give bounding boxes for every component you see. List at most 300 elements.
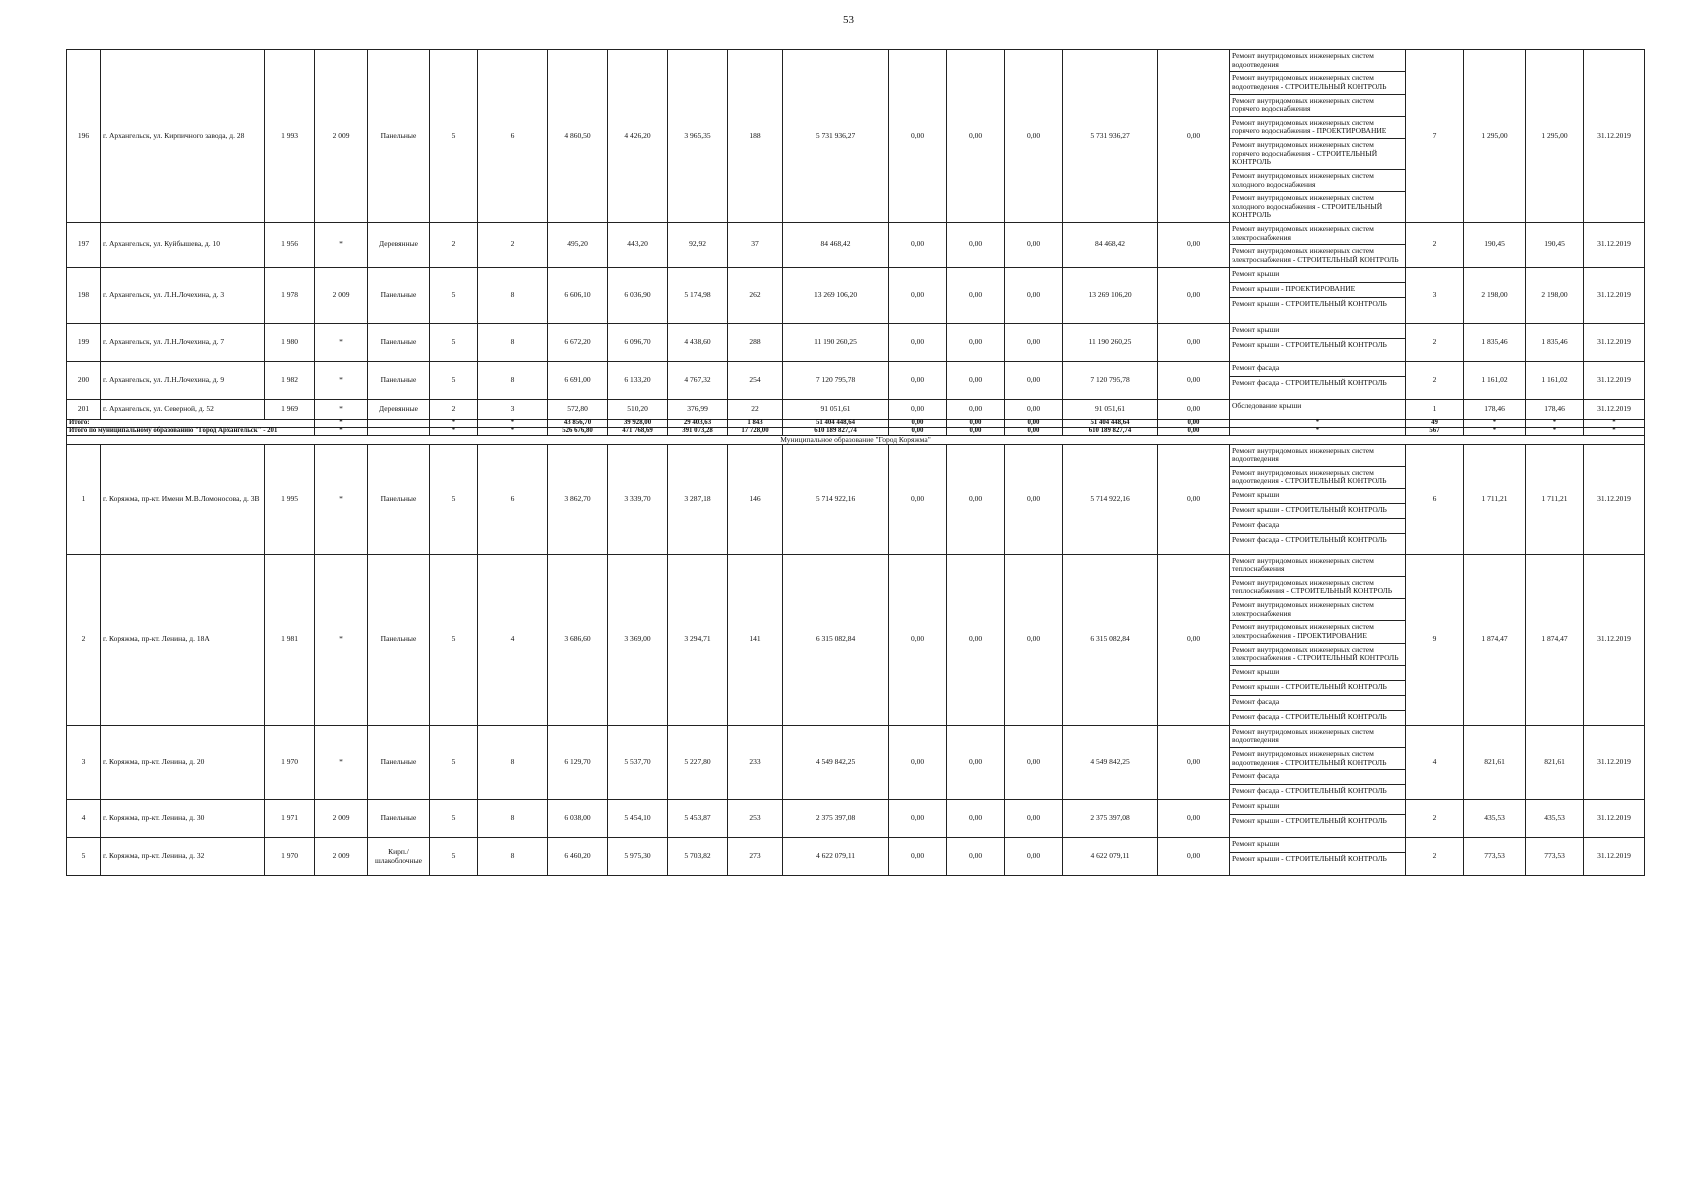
limit-cost-cell: 1 161,02: [1526, 361, 1584, 399]
budget-subject-cell: 0,00: [947, 267, 1005, 323]
budget-subject-cell: 0,00: [947, 50, 1005, 223]
house-row: [67, 399, 1645, 419]
area-premises-cell: 5 454,10: [608, 800, 668, 838]
work-item: Ремонт фасада: [1230, 770, 1405, 785]
area-total-cell: 6 129,70: [548, 725, 608, 800]
work-item: Ремонт фасада: [1230, 362, 1405, 377]
row-number: 1: [67, 444, 101, 554]
work-item: Ремонт крыши: [1230, 800, 1405, 815]
house-row: [67, 554, 1645, 725]
deadline-cell: 31.12.2019: [1584, 838, 1645, 876]
limit-cost-cell: 435,53: [1526, 800, 1584, 838]
entrances-cell: 8: [478, 267, 548, 323]
cost-total-cell: 5 714 922,16: [783, 444, 889, 554]
total-residents-cell: 17 728,00: [728, 427, 783, 435]
works-count-cell: 2: [1406, 223, 1464, 268]
work-item: Ремонт внутридомовых инженерных систем водоотведения: [1230, 50, 1405, 72]
works-list-cell: [1230, 444, 1406, 554]
unit-cost-cell: 435,53: [1464, 800, 1526, 838]
total-area-total-cell: 526 676,80: [548, 427, 608, 435]
total-other-funds-cell: 0,00: [1158, 419, 1230, 427]
year-repair-cell: *: [315, 223, 368, 268]
floors-cell: 5: [430, 554, 478, 725]
total-owners-funds-cell: 51 404 448,64: [1063, 419, 1158, 427]
wall-material-cell: Панельные: [368, 554, 430, 725]
area-living-cell: 3 294,71: [668, 554, 728, 725]
work-item: Ремонт крыши - ПРОЕКТИРОВАНИЕ: [1230, 283, 1405, 298]
total-limit-cost-cell: *: [1526, 427, 1584, 435]
year-built-cell: 1 982: [265, 361, 315, 399]
entrances-cell: 3: [478, 399, 548, 419]
unit-cost-cell: 190,45: [1464, 223, 1526, 268]
entrances-cell: 8: [478, 323, 548, 361]
work-item: Ремонт фасада - СТРОИТЕЛЬНЫЙ КОНТРОЛЬ: [1232, 535, 1387, 544]
work-item: Ремонт крыши - СТРОИТЕЛЬНЫЙ КОНТРОЛЬ: [1232, 854, 1387, 864]
other-funds-cell: 0,00: [1158, 361, 1230, 399]
fund-support-cell: 0,00: [889, 361, 947, 399]
deadline-cell: 31.12.2019: [1584, 361, 1645, 399]
floors-cell: 5: [430, 838, 478, 876]
work-item: Ремонт крыши: [1230, 268, 1405, 283]
cost-total-cell: 7 120 795,78: [783, 361, 889, 399]
total-works-cell: *: [1230, 419, 1406, 427]
work-item: Ремонт крыши - СТРОИТЕЛЬНЫЙ КОНТРОЛЬ: [1232, 298, 1387, 308]
works-count-cell: 6: [1406, 444, 1464, 554]
total-area-total-cell: 43 856,70: [548, 419, 608, 427]
limit-cost-cell: 821,61: [1526, 725, 1584, 800]
total-blank-cell: [368, 427, 430, 435]
total-floors-cell: *: [430, 419, 478, 427]
year-repair-cell: *: [315, 323, 368, 361]
owners-funds-cell: 4 549 842,25: [1063, 725, 1158, 800]
owners-funds-cell: 4 622 079,11: [1063, 838, 1158, 876]
row-number: 3: [67, 725, 101, 800]
row-number: 200: [67, 361, 101, 399]
total-year-repair-cell: *: [315, 419, 368, 427]
fund-support-cell: 0,00: [889, 444, 947, 554]
total-entrances-cell: *: [478, 427, 548, 435]
other-funds-cell: 0,00: [1158, 838, 1230, 876]
house-row: [67, 444, 1645, 554]
area-total-cell: 6 672,20: [548, 323, 608, 361]
area-premises-cell: 4 426,20: [608, 50, 668, 223]
floors-cell: 5: [430, 267, 478, 323]
total-area-all-cell: 471 768,69: [608, 427, 668, 435]
limit-cost-cell: 178,46: [1526, 399, 1584, 419]
fund-support-cell: 0,00: [889, 267, 947, 323]
fund-support-cell: 0,00: [889, 223, 947, 268]
total-deadline-cell: *: [1584, 427, 1645, 435]
owners-funds-cell: 13 269 106,20: [1063, 267, 1158, 323]
total-works-cell: *: [1230, 427, 1406, 435]
other-funds-cell: 0,00: [1158, 50, 1230, 223]
row-number: 201: [67, 399, 101, 419]
row-number: 199: [67, 323, 101, 361]
cost-total-cell: 84 468,42: [783, 223, 889, 268]
owners-funds-cell: 7 120 795,78: [1063, 361, 1158, 399]
total-works-count-cell: 567: [1406, 427, 1464, 435]
cost-total-cell: 2 375 397,08: [783, 800, 889, 838]
area-living-cell: 3 965,35: [668, 50, 728, 223]
works-count-cell: 2: [1406, 838, 1464, 876]
year-repair-cell: 2 009: [315, 267, 368, 323]
unit-cost-cell: 821,61: [1464, 725, 1526, 800]
works-list-cell: [1230, 554, 1406, 725]
year-repair-cell: *: [315, 361, 368, 399]
budget-subject-cell: 0,00: [947, 399, 1005, 419]
owners-funds-cell: 5 731 936,27: [1063, 50, 1158, 223]
fund-support-cell: 0,00: [889, 725, 947, 800]
year-built-cell: 1 970: [265, 838, 315, 876]
wall-material-cell: Панельные: [368, 50, 430, 223]
total-blank-cell: [368, 419, 430, 427]
budget-subject-cell: 0,00: [947, 554, 1005, 725]
deadline-cell: 31.12.2019: [1584, 223, 1645, 268]
residents-cell: 22: [728, 399, 783, 419]
budget-subject-cell: 0,00: [947, 444, 1005, 554]
owners-funds-cell: 6 315 082,84: [1063, 554, 1158, 725]
work-item: Ремонт фасада - СТРОИТЕЛЬНЫЙ КОНТРОЛЬ: [1232, 786, 1387, 796]
work-item: Ремонт внутридомовых инженерных систем электроснабжения: [1230, 599, 1405, 621]
deadline-cell: 31.12.2019: [1584, 50, 1645, 223]
year-built-cell: 1 970: [265, 725, 315, 800]
residents-cell: 253: [728, 800, 783, 838]
work-item: Ремонт фасада - СТРОИТЕЛЬНЫЙ КОНТРОЛЬ: [1232, 377, 1387, 387]
works-count-cell: 9: [1406, 554, 1464, 725]
work-item: Ремонт внутридомовых инженерных систем холодного водоснабжения: [1230, 170, 1405, 192]
area-total-cell: 4 860,50: [548, 50, 608, 223]
address-cell: г. Коряжма, пр-кт. Имени М.В.Ломоносова, д. 3В: [101, 444, 265, 554]
other-funds-cell: 0,00: [1158, 223, 1230, 268]
floors-cell: 5: [430, 444, 478, 554]
area-total-cell: 6 460,20: [548, 838, 608, 876]
residents-cell: 146: [728, 444, 783, 554]
budget-local-cell: 0,00: [1005, 323, 1063, 361]
year-built-cell: 1 993: [265, 50, 315, 223]
floors-cell: 5: [430, 50, 478, 223]
unit-cost-cell: 1 161,02: [1464, 361, 1526, 399]
area-premises-cell: 443,20: [608, 223, 668, 268]
year-repair-cell: 2 009: [315, 50, 368, 223]
house-row: [67, 267, 1645, 323]
floors-cell: 2: [430, 223, 478, 268]
total-owners-funds-cell: 610 189 827,74: [1063, 427, 1158, 435]
budget-local-cell: 0,00: [1005, 838, 1063, 876]
area-living-cell: 376,99: [668, 399, 728, 419]
floors-cell: 5: [430, 800, 478, 838]
works-list-cell: [1230, 323, 1406, 361]
residents-cell: 288: [728, 323, 783, 361]
area-premises-cell: 6 133,20: [608, 361, 668, 399]
area-living-cell: 4 767,32: [668, 361, 728, 399]
row-number: 196: [67, 50, 101, 223]
fund-support-cell: 0,00: [889, 554, 947, 725]
deadline-cell: 31.12.2019: [1584, 725, 1645, 800]
owners-funds-cell: 5 714 922,16: [1063, 444, 1158, 554]
row-number: 198: [67, 267, 101, 323]
limit-cost-cell: 1 835,46: [1526, 323, 1584, 361]
budget-local-cell: 0,00: [1005, 361, 1063, 399]
floors-cell: 5: [430, 725, 478, 800]
work-item: Ремонт крыши - СТРОИТЕЛЬНЫЙ КОНТРОЛЬ: [1232, 816, 1387, 826]
work-item: Ремонт фасада: [1230, 696, 1405, 711]
year-repair-cell: *: [315, 444, 368, 554]
cost-total-cell: 5 731 936,27: [783, 50, 889, 223]
wall-material-cell: Деревянные: [368, 399, 430, 419]
total-entrances-cell: *: [478, 419, 548, 427]
total-fund-support-cell: 0,00: [889, 427, 947, 435]
work-item: Ремонт крыши: [1230, 666, 1405, 681]
work-item: Ремонт фасада: [1230, 519, 1405, 534]
year-built-cell: 1 981: [265, 554, 315, 725]
work-item: Ремонт внутридомовых инженерных систем горячего водоснабжения - СТРОИТЕЛЬНЫЙ КОНТРОЛЬ: [1230, 139, 1405, 170]
budget-local-cell: 0,00: [1005, 444, 1063, 554]
total-deadline-cell: *: [1584, 419, 1645, 427]
works-list-cell: [1230, 223, 1406, 268]
work-item: Ремонт крыши - СТРОИТЕЛЬНЫЙ КОНТРОЛЬ: [1232, 339, 1387, 349]
limit-cost-cell: 1 874,47: [1526, 554, 1584, 725]
work-item: Ремонт внутридомовых инженерных систем водоотведения: [1230, 445, 1405, 467]
deadline-cell: 31.12.2019: [1584, 267, 1645, 323]
year-built-cell: 1 969: [265, 399, 315, 419]
area-total-cell: 572,80: [548, 399, 608, 419]
total-area-all-cell: 39 928,00: [608, 419, 668, 427]
works-list-cell: [1230, 725, 1406, 800]
year-repair-cell: 2 009: [315, 800, 368, 838]
total-label: Итого:: [67, 419, 315, 427]
wall-material-cell: Деревянные: [368, 223, 430, 268]
other-funds-cell: 0,00: [1158, 554, 1230, 725]
deadline-cell: 31.12.2019: [1584, 800, 1645, 838]
floors-cell: 2: [430, 399, 478, 419]
area-premises-cell: 3 369,00: [608, 554, 668, 725]
area-premises-cell: 6 036,90: [608, 267, 668, 323]
work-item: Ремонт крыши - СТРОИТЕЛЬНЫЙ КОНТРОЛЬ: [1230, 681, 1405, 696]
area-total-cell: 6 691,00: [548, 361, 608, 399]
budget-subject-cell: 0,00: [947, 838, 1005, 876]
capital-repair-register-table: [66, 49, 1645, 876]
area-total-cell: 6 606,10: [548, 267, 608, 323]
house-row: [67, 50, 1645, 223]
area-living-cell: 5 703,82: [668, 838, 728, 876]
fund-support-cell: 0,00: [889, 323, 947, 361]
wall-material-cell: Панельные: [368, 361, 430, 399]
budget-local-cell: 0,00: [1005, 800, 1063, 838]
total-unit-cost-cell: *: [1464, 419, 1526, 427]
unit-cost-cell: 773,53: [1464, 838, 1526, 876]
residents-cell: 233: [728, 725, 783, 800]
house-row: [67, 361, 1645, 399]
address-cell: г. Архангельск, ул. Л.Н.Лочехина, д. 3: [101, 267, 265, 323]
year-repair-cell: *: [315, 554, 368, 725]
row-number: 197: [67, 223, 101, 268]
entrances-cell: 8: [478, 361, 548, 399]
address-cell: г. Архангельск, ул. Кирпичного завода, д. 28: [101, 50, 265, 223]
unit-cost-cell: 1 711,21: [1464, 444, 1526, 554]
works-list-cell: [1230, 838, 1406, 876]
works-count-cell: 7: [1406, 50, 1464, 223]
works-list-cell: [1230, 361, 1406, 399]
wall-material-cell: Кирп./шлакоблочные: [368, 838, 430, 876]
entrances-cell: 4: [478, 554, 548, 725]
floors-cell: 5: [430, 361, 478, 399]
subtotal-row: [67, 419, 1645, 427]
work-item: Ремонт фасада - СТРОИТЕЛЬНЫЙ КОНТРОЛЬ: [1232, 711, 1387, 721]
residents-cell: 37: [728, 223, 783, 268]
year-built-cell: 1 978: [265, 267, 315, 323]
works-list-cell: [1230, 800, 1406, 838]
cost-total-cell: 91 051,61: [783, 399, 889, 419]
row-number: 2: [67, 554, 101, 725]
work-item: Ремонт внутридомовых инженерных систем электроснабжения - СТРОИТЕЛЬНЫЙ КОНТРОЛЬ: [1230, 644, 1405, 666]
work-item: Ремонт крыши: [1230, 838, 1405, 853]
residents-cell: 254: [728, 361, 783, 399]
total-label: Итого по муниципальному образованию "Город Архангельск" - 201: [67, 427, 315, 435]
total-works-count-cell: 49: [1406, 419, 1464, 427]
address-cell: г. Коряжма, пр-кт. Ленина, д. 30: [101, 800, 265, 838]
entrances-cell: 6: [478, 50, 548, 223]
total-limit-cost-cell: *: [1526, 419, 1584, 427]
budget-local-cell: 0,00: [1005, 267, 1063, 323]
unit-cost-cell: 2 198,00: [1464, 267, 1526, 323]
works-count-cell: 1: [1406, 399, 1464, 419]
year-built-cell: 1 956: [265, 223, 315, 268]
area-premises-cell: 5 537,70: [608, 725, 668, 800]
municipal-total-row: [67, 427, 1645, 435]
owners-funds-cell: 2 375 397,08: [1063, 800, 1158, 838]
entrances-cell: 6: [478, 444, 548, 554]
works-count-cell: 3: [1406, 267, 1464, 323]
area-living-cell: 4 438,60: [668, 323, 728, 361]
unit-cost-cell: 1 295,00: [1464, 50, 1526, 223]
budget-subject-cell: 0,00: [947, 223, 1005, 268]
limit-cost-cell: 2 198,00: [1526, 267, 1584, 323]
total-residents-cell: 1 843: [728, 419, 783, 427]
work-item: Ремонт внутридомовых инженерных систем горячего водоснабжения: [1230, 95, 1405, 117]
work-item: Ремонт внутридомовых инженерных систем водоотведения - СТРОИТЕЛЬНЫЙ КОНТРОЛЬ: [1230, 748, 1405, 770]
address-cell: г. Коряжма, пр-кт. Ленина, д. 32: [101, 838, 265, 876]
work-item: Ремонт внутридомовых инженерных систем электроснабжения - СТРОИТЕЛЬНЫЙ КОНТРОЛЬ: [1232, 246, 1399, 264]
row-number: 4: [67, 800, 101, 838]
total-budget-local-cell: 0,00: [1005, 427, 1063, 435]
address-cell: г. Архангельск, ул. Л.Н.Лочехина, д. 7: [101, 323, 265, 361]
other-funds-cell: 0,00: [1158, 267, 1230, 323]
budget-subject-cell: 0,00: [947, 725, 1005, 800]
floors-cell: 5: [430, 323, 478, 361]
cost-total-cell: 4 622 079,11: [783, 838, 889, 876]
area-premises-cell: 5 975,30: [608, 838, 668, 876]
page-number: 53: [843, 14, 854, 26]
total-budget-subject-cell: 0,00: [947, 419, 1005, 427]
area-premises-cell: 510,20: [608, 399, 668, 419]
entrances-cell: 8: [478, 838, 548, 876]
area-total-cell: 3 862,70: [548, 444, 608, 554]
total-budget-subject-cell: 0,00: [947, 427, 1005, 435]
total-floors-cell: *: [430, 427, 478, 435]
row-number: 5: [67, 838, 101, 876]
owners-funds-cell: 84 468,42: [1063, 223, 1158, 268]
total-year-repair-cell: *: [315, 427, 368, 435]
year-repair-cell: 2 009: [315, 838, 368, 876]
work-item: Обследование крыши: [1232, 400, 1302, 410]
other-funds-cell: 0,00: [1158, 399, 1230, 419]
residents-cell: 273: [728, 838, 783, 876]
area-total-cell: 3 686,60: [548, 554, 608, 725]
unit-cost-cell: 1 874,47: [1464, 554, 1526, 725]
house-row: [67, 800, 1645, 838]
work-item: Ремонт крыши: [1230, 324, 1405, 339]
works-count-cell: 2: [1406, 323, 1464, 361]
cost-total-cell: 11 190 260,25: [783, 323, 889, 361]
area-total-cell: 6 038,00: [548, 800, 608, 838]
municipality-header: Муниципальное образование "Город Коряжма": [67, 435, 1645, 444]
residents-cell: 141: [728, 554, 783, 725]
area-living-cell: 5 174,98: [668, 267, 728, 323]
area-living-cell: 3 287,18: [668, 444, 728, 554]
work-item: Ремонт внутридомовых инженерных систем теплоснабжения: [1230, 555, 1405, 577]
wall-material-cell: Панельные: [368, 725, 430, 800]
fund-support-cell: 0,00: [889, 800, 947, 838]
works-count-cell: 2: [1406, 800, 1464, 838]
address-cell: г. Архангельск, ул. Северной, д. 52: [101, 399, 265, 419]
house-row: [67, 725, 1645, 800]
limit-cost-cell: 1 295,00: [1526, 50, 1584, 223]
work-item: Ремонт внутридомовых инженерных систем водоотведения: [1230, 726, 1405, 748]
residents-cell: 188: [728, 50, 783, 223]
house-row: [67, 323, 1645, 361]
area-premises-cell: 6 096,70: [608, 323, 668, 361]
other-funds-cell: 0,00: [1158, 323, 1230, 361]
wall-material-cell: Панельные: [368, 444, 430, 554]
works-list-cell: [1230, 50, 1406, 223]
works-list-cell: [1230, 267, 1406, 323]
cost-total-cell: 4 549 842,25: [783, 725, 889, 800]
fund-support-cell: 0,00: [889, 50, 947, 223]
work-item: Ремонт внутридомовых инженерных систем холодного водоснабжения - СТРОИТЕЛЬНЫЙ КОНТРОЛЬ: [1232, 193, 1383, 220]
works-list-cell: [1230, 399, 1406, 419]
house-row: [67, 838, 1645, 876]
year-built-cell: 1 971: [265, 800, 315, 838]
budget-subject-cell: 0,00: [947, 800, 1005, 838]
fund-support-cell: 0,00: [889, 399, 947, 419]
year-repair-cell: *: [315, 399, 368, 419]
deadline-cell: 31.12.2019: [1584, 399, 1645, 419]
area-living-cell: 5 453,87: [668, 800, 728, 838]
residents-cell: 262: [728, 267, 783, 323]
total-fund-support-cell: 0,00: [889, 419, 947, 427]
area-living-cell: 5 227,80: [668, 725, 728, 800]
entrances-cell: 2: [478, 223, 548, 268]
area-living-cell: 92,92: [668, 223, 728, 268]
budget-local-cell: 0,00: [1005, 50, 1063, 223]
budget-local-cell: 0,00: [1005, 554, 1063, 725]
cost-total-cell: 6 315 082,84: [783, 554, 889, 725]
total-area-living-cell: 391 073,28: [668, 427, 728, 435]
work-item: Ремонт внутридомовых инженерных систем водоотведения - СТРОИТЕЛЬНЫЙ КОНТРОЛЬ: [1230, 72, 1405, 94]
deadline-cell: 31.12.2019: [1584, 323, 1645, 361]
other-funds-cell: 0,00: [1158, 444, 1230, 554]
work-item: Ремонт внутридомовых инженерных систем электроснабжения - ПРОЕКТИРОВАНИЕ: [1230, 621, 1405, 643]
work-item: Ремонт крыши: [1230, 489, 1405, 504]
budget-local-cell: 0,00: [1005, 223, 1063, 268]
total-cost-total-cell: 51 404 448,64: [783, 419, 889, 427]
owners-funds-cell: 11 190 260,25: [1063, 323, 1158, 361]
year-built-cell: 1 995: [265, 444, 315, 554]
address-cell: г. Коряжма, пр-кт. Ленина, д. 20: [101, 725, 265, 800]
address-cell: г. Коряжма, пр-кт. Ленина, д. 18А: [101, 554, 265, 725]
limit-cost-cell: 773,53: [1526, 838, 1584, 876]
works-count-cell: 4: [1406, 725, 1464, 800]
